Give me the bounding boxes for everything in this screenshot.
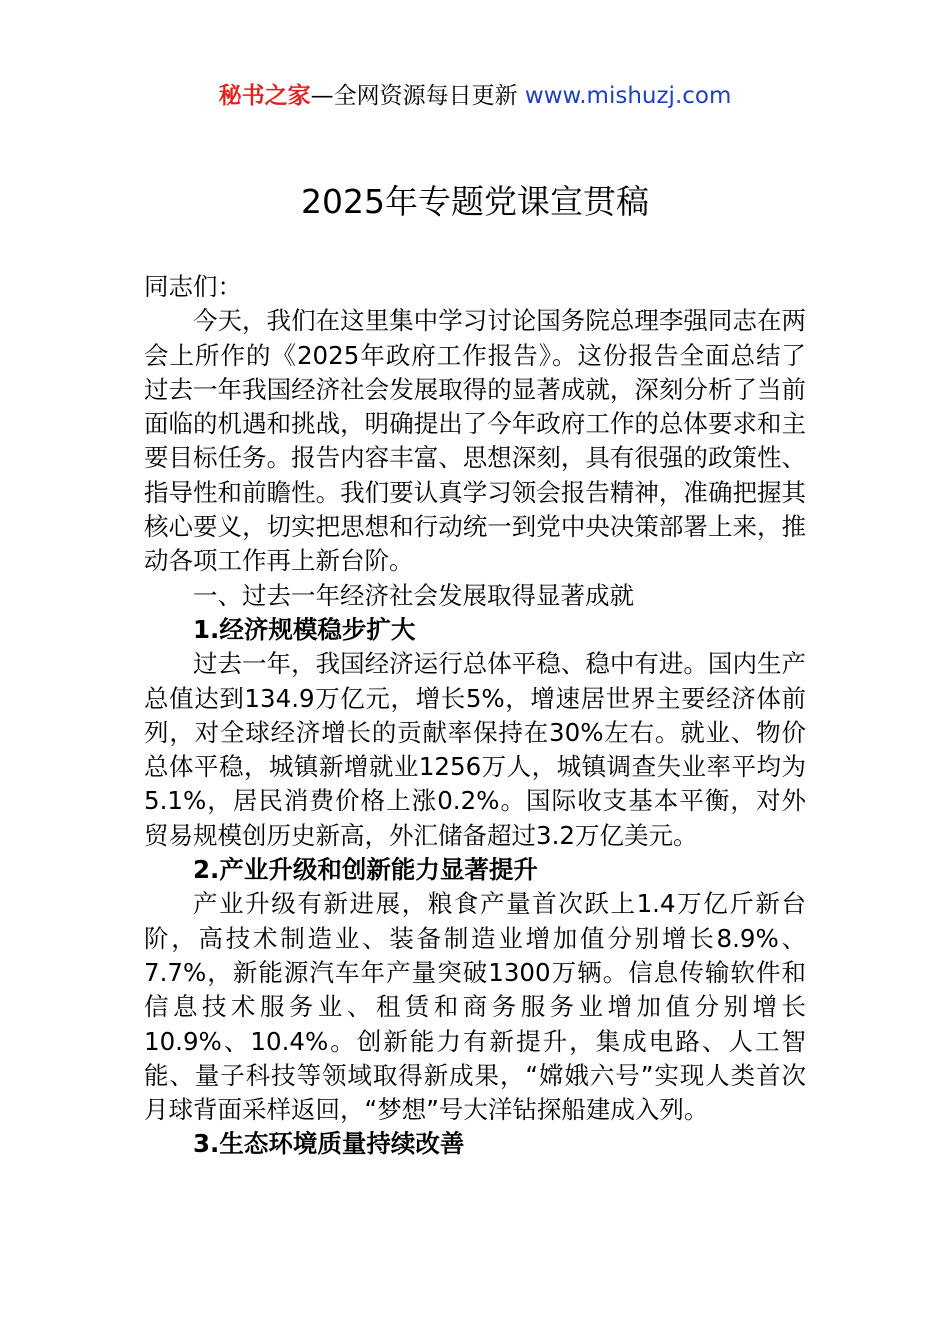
subheading-2: 2.产业升级和创新能力显著提升 [193, 855, 538, 885]
site-header [0, 80, 950, 112]
document-body [144, 270, 806, 1162]
subheading-3: 3.生态环境质量持续改善 [193, 1129, 465, 1159]
body-paragraph-1: 过去一年，我国经济运行总体平稳、稳中有进。国内生产总值达到134.9万亿元，增长5%，增速居世界主要经济体前列，对全球经济增长的贡献率保持在30%左右。就业、物价总体平稳，城镇新增就业1256万人，城镇调查失业率平均为5.1%，居民消费价格上涨0.2%。国际收支基本平衡，对外贸易规模创历史新高，外汇储备超过3.2万亿美元。 [144, 649, 806, 850]
subheading-1: 1.经济规模稳步扩大 [193, 614, 416, 644]
document-title: 2025年专题党课宣贯稿 [301, 182, 649, 221]
body-paragraph-2: 产业升级有新进展，粮食产量首次跃上1.4万亿斤新台阶，高技术制造业、装备制造业增加值分别增长8.9%、7.7%，新能源汽车年产量突破1300万辆。信息传输软件和信息技术服务业、租赁和商务服务业增加值分别增长10.9%、10.4%。创新能力有新提升，集成电路、人工智能、量子科技等领域取得新成果，“嫦娥六号”实现人类首次月球背面采样返回，“梦想”号大洋钻探船建成入列。 [144, 889, 806, 1125]
salutation: 同志们： [144, 272, 242, 301]
section-heading-1: 一、过去一年经济社会发展取得显著成就 [193, 580, 634, 610]
header-tagline: —全网资源每日更新 [310, 83, 518, 109]
site-url-link[interactable]: www.mishuzj.com [524, 83, 732, 109]
brand-name: 秘书之家 [218, 83, 311, 109]
intro-paragraph: 今天，我们在这里集中学习讨论国务院总理李强同志在两会上所作的《2025年政府工作报告》。这份报告全面总结了过去一年我国经济社会发展取得的显著成就，深刻分析了当前面临的机遇和挑战，明确提出了今年政府工作的总体要求和主要目标任务。报告内容丰富、思想深刻，具有很强的政策性、指导性和前瞻性。我们要认真学习领会报告精神，准确把握其核心要义，切实把思想和行动统一到党中央决策部署上来，推动各项工作再上新台阶。 [144, 306, 806, 576]
